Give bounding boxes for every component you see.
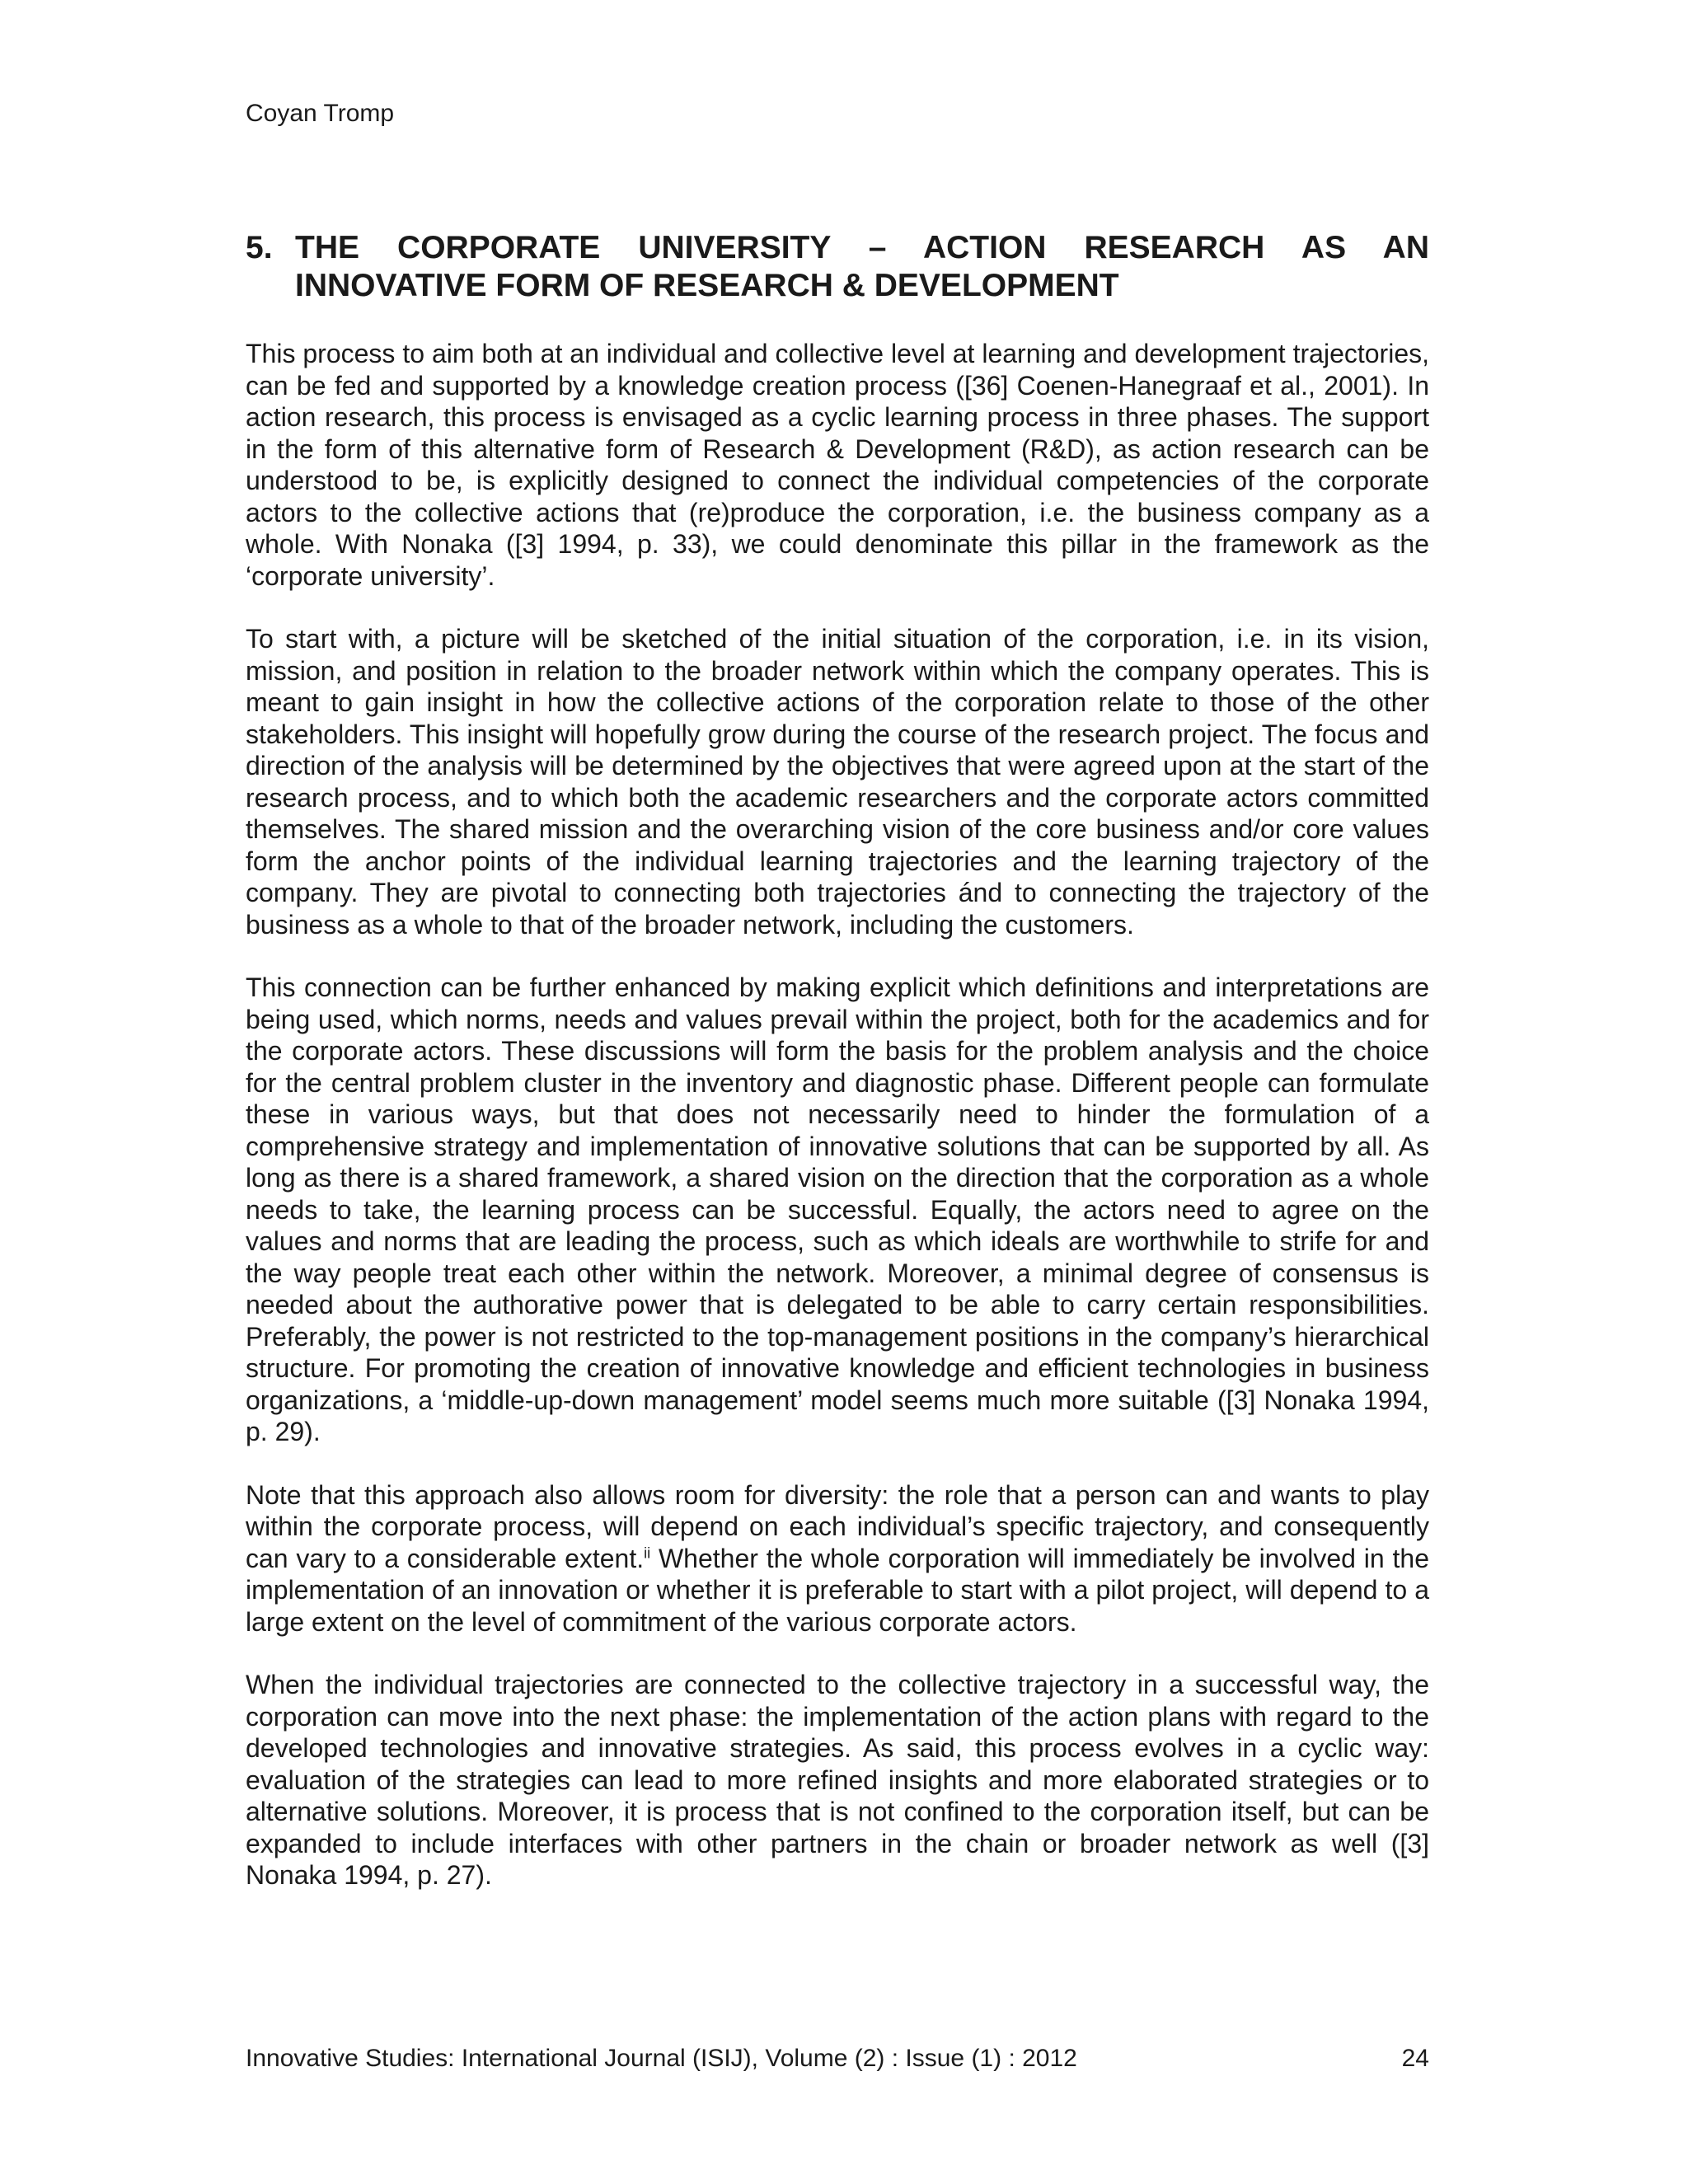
- page-number: 24: [1401, 2045, 1429, 2072]
- running-head: Coyan Tromp: [246, 100, 395, 127]
- paragraph-2: To start with, a picture will be sketched of the initial situation of the corporation, i.e. in its vision, mission, and position in relation to the broader network within which the company operates. This is meant to gain insight in how the collective actions of the corporation relate to those of the other stakeholders. This insight will hopefully grow during the course of the research project. The focus and direction of the analysis will be determined by the objectives that were agreed upon at the start of the research process, and to which both the academic researchers and the corporate actors committed themselves. The shared mission and the overarching vision of the core business and/or core values form the anchor points of the individual learning trajectories and the learning trajectory of the company. They are pivotal to connecting both trajectories ánd to connecting the trajectory of the business as a whole to that of the broader network, including the customers.: [246, 624, 1429, 940]
- paragraph-3: This connection can be further enhanced by making explicit which definitions and interpretations are being used, which norms, needs and values prevail within the project, both for the academics and for the corporate actors. These discussions will form the basis for the problem analysis and the choice for the central problem cluster in the inventory and diagnostic phase. Different people can formulate these in various ways, but that does not necessarily need to hinder the formulation of a comprehensive strategy and implementation of innovative solutions that can be supported by all. As long as there is a shared framework, a shared vision on the direction that the corporation as a whole needs to take, the learning process can be successful. Equally, the actors need to agree on the values and norms that are leading the process, such as which ideals are worthwhile to strife for and the way people treat each other within the network. Moreover, a minimal degree of consensus is needed about the authorative power that is delegated to be able to carry certain responsibilities. Preferably, the power is not restricted to the top-management positions in the company’s hierarchical structure. For promoting the creation of innovative knowledge and efficient technologies in business organizations, a ‘middle-up-down management’ model seems much more suitable ([3] Nonaka 1994, p. 29).: [246, 972, 1429, 1446]
- paragraph-4-part-1: Note that this approach also allows room for diversity: the role that a person can and wants to play within the corporate process, will depend on each individual’s specific trajectory, and consequently can vary to a considerable extent.: [246, 1479, 1429, 1573]
- section-title-line-1: THE CORPORATE UNIVERSITY – ACTION RESEARCH AS AN: [295, 230, 1429, 265]
- paragraph-5: When the individual trajectories are connected to the collective trajectory in a successful way, the corporation can move into the next phase: the implementation of the action plans with regard to the developed technologies and innovative strategies. As said, this process evolves in a cyclic way: evaluation of the strategies can lead to more refined insights and more elaborated strategies or to alternative solutions. Moreover, it is process that is not confined to the corporation itself, but can be expanded to include interfaces with other partners in the chain or broader network as well ([3] Nonaka 1994, p. 27).: [246, 1670, 1429, 1890]
- endnote-marker[interactable]: ii: [644, 1544, 651, 1561]
- section-number: 5.: [246, 230, 273, 265]
- section-title: [295, 229, 1429, 305]
- paragraph-4-part-2: Whether the whole corporation will immediately be involved in the implementation of an innovation or whether it is preferable to start with a pilot project, will depend to a large extent on the level of commitment of the various corporate actors.: [246, 1543, 1430, 1637]
- paragraph-1: This process to aim both at an individual and collective level at learning and development trajectories, can be fed and supported by a knowledge creation process ([36] Coenen-Hanegraaf et al., 2001). In action research, this process is envisaged as a cyclic learning process in three phases. The support in the form of this alternative form of Research & Development (R&D), as action research can be understood to be, is explicitly designed to connect the individual competencies of the corporate actors to the collective actions that (re)produce the corporation, i.e. the business company as a whole. With Nonaka ([3] 1994, p. 33), we could denominate this pillar in the framework as the ‘corporate university’.: [246, 339, 1429, 591]
- paragraph-4: [246, 1479, 1429, 1638]
- section-title-line-2: INNOVATIVE FORM OF RESEARCH & DEVELOPMENT: [295, 268, 1119, 303]
- page-footer: [246, 2044, 1429, 2074]
- footer-journal: Innovative Studies: International Journal (ISIJ), Volume (2) : Issue (1) : 2012: [246, 2045, 1077, 2072]
- section-heading: [246, 229, 1429, 305]
- main-content: [246, 229, 1429, 1923]
